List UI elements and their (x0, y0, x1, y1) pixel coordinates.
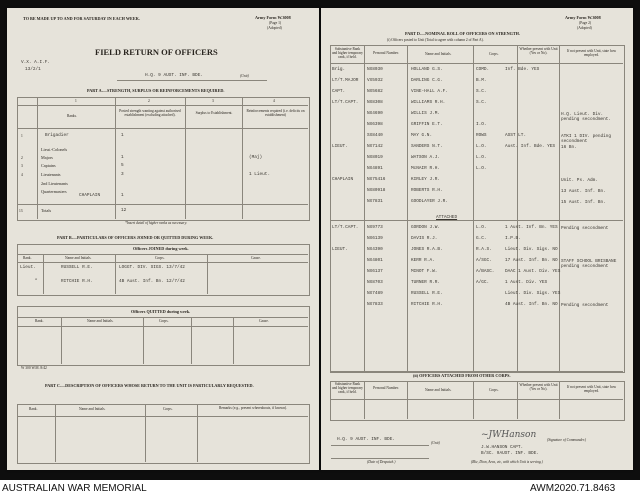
cell-num: NX8030 (367, 67, 383, 72)
part-d2-title: (ii) OFFICERS ATTACHED FROM OTHER CORPS. (413, 373, 511, 378)
cell-note: Unit. Ps. Adm. (561, 178, 598, 183)
army-form-label: Army Form W.3008 (255, 15, 291, 20)
cell-name: McNAIR R.H. (411, 166, 440, 171)
cell-name: GORDON J.W. (411, 225, 440, 230)
form-title: FIELD RETURN OF OFFICERS (95, 47, 218, 57)
footer-accession: AWM2020.71.8463 (530, 483, 616, 494)
cell-present: Lieut. Div. Sigs. NO (505, 247, 558, 252)
part-a-title: PART A.—STRENGTH, SURPLUS OR REINFORCEMENTS REQUIRED. (87, 88, 225, 93)
col-number-2: 2 (148, 99, 150, 103)
cell-note: ATKI 1 DIV. pending secondment (561, 134, 612, 145)
cell-present: I.P.B. (505, 236, 521, 241)
cell-corps: L.O. (476, 166, 487, 171)
cell-note: H.Q. Lieut. Div. pending secondment. (561, 112, 612, 123)
part-b-title: PART B.—PARTICULARS OF OFFICERS JOINED OR QUITTED DURING WEEK. (57, 235, 214, 240)
cell-name: WILLIAMS R.H. (411, 100, 446, 105)
footer-institution: AUSTRALIAN WAR MEMORIAL (2, 483, 147, 494)
cell-num: NX4390 (367, 247, 383, 252)
cell-corps: L.O. (476, 144, 487, 149)
cell-present: 1 Aust. Div. YES (505, 280, 548, 285)
cell-present: ASST LT. (505, 133, 527, 138)
cell-present: DAAC 1 Aust. Div. YES (505, 269, 561, 274)
cell-rank: LIEUT. (332, 144, 348, 149)
col-posted-header: Posted strength wanting against authorised establishment (excluding attached). (119, 109, 181, 118)
cell-note: 16 Bn. (561, 145, 577, 150)
cell-corps: B.M. (476, 78, 487, 83)
cell-num: NX8308 (367, 100, 383, 105)
cell-num: NX6137 (367, 269, 383, 274)
cell-name: KERR R.A. (411, 258, 435, 263)
cell-note: 15 Aust. Inf. Bn. (561, 200, 606, 205)
col-ranks-header: Ranks. (67, 114, 77, 118)
cell-num: NX5682 (367, 89, 383, 94)
quitted-title: Officers QUITTED during week. (131, 309, 191, 314)
col-surplus-header: Surplus to Establishment. (195, 111, 233, 115)
cell-name: HOLLAND G.S. (411, 67, 443, 72)
attached-label: ATTACHED (436, 215, 458, 220)
unit-code: V.X. A.I.F. (21, 60, 50, 65)
cell-name: VINE-HALL A.F. (411, 89, 448, 94)
cell-present: 17 Aust. Inf. Bn. NO (505, 258, 558, 263)
cell-name: TURNER R.R. (411, 280, 440, 285)
cell-name: GRIFFIN E.T. (411, 122, 443, 127)
cell-num: NX8019 (367, 155, 383, 160)
insert-note: *Insert detail of higher ranks as necessary. (125, 221, 187, 225)
unit-code-2: 13/2/1 (25, 67, 41, 72)
cell-name: DAVIS R.J. (411, 236, 438, 241)
cell-rank: LT/T.CAPT. (332, 100, 359, 105)
cell-name: MAY G.N. (411, 133, 433, 138)
cell-name: MINOT F.W. (411, 269, 438, 274)
cell-num: SX8440 (367, 133, 383, 138)
form-page-1: TO BE MADE UP TO AND FOR SATURDAY IN EACH WEEK. Army Form W.3008 (Page 1) (Adopted) V.X. A.I.F. 13/2/1 FIELD RETURN OF OFFICERS H.Q. 9 AUST. INF. BDE. (Unit) PART A.—STRENGTH, SURPLUS OR REINFORCEMENTS REQUIRED. 1 2 3 4 Ranks. Posted strength wanting against authorised establishment (excluding attached). Surplus to Establishment. Reinforcements required (i.e. deficits on establishment) 1 Brigadier 1 Lieut.-Colonels 2 Majors 1 (Maj) 3 Captains 5 4 Lieutenants 3 1 Lieut. 2nd Lieutenants Quartermasters CHAPLAIN 1 13 Totals 12 *Insert detail of higher ranks as necessary. PART B.—PARTICULARS OF OFFICERS JOINED OR QUITTED DURING WEEK. Officers JOINED during week. Rank. Name and Initials. Corps. Cause. Lieut. RUSSELL R.E. LOGGT. DIV. SIGS. 13/7/42 " RITCHIE R.H. 4B Aust. Inf. Bn. 12/7/42 Officers QUITTED during week. Rank. Name and Initials. Corps. Cause. W 300 W.M. 8/42 PART C.—DESCRIPTION OF OFFICERS WHOSE RETURN TO THE UNIT IS PARTICULARLY REQUESTED. Rank. Name and Initials. Corps. Remarks (e.g., present whereabouts, if known). (7, 8, 319, 470)
cell-rank: Brig. (332, 67, 346, 72)
cell-present: 1 Aust. Inf. Bn. YES (505, 225, 558, 230)
col-number-3: 3 (212, 99, 214, 103)
cell-name: RITCHIE R.H. (411, 302, 443, 307)
cell-num: NX80918 (367, 188, 386, 193)
page-number: (Page 1) (269, 21, 282, 25)
date-label: (Date of Despatch.) (367, 460, 396, 464)
cell-num: NX9773 (367, 225, 383, 230)
cell-name: KIRLEY J.R. (411, 177, 440, 182)
form-page-2: Army Form W.3008 (Page 2) (Adopted) PART D.—NOMINAL ROLL OF OFFICERS ON STRENGTH. (i) Officers posted to Unit (Total to agree with column 2 of Part A). Substantive Rank and higher temporary rank, if held. Personal Number. Name and Initials. Corps. Whether present with Unit (Yes or No). If not present with Unit, state how employed. Brig. NX8030 HOLLAND G.S. COMD. Inf. Bde. YES LT/T.MAJOR VX5932 DARLING C.G. B.M. CAPT. NX5682 VINE-HALL A.F. S.C. LT/T.CAPT. NX8308 WILLIAMS R.H. S.C. NX4690 WILLIS J.M. H.Q. Lieut. Div. pending secondment. NX6398 GRIFFIN E.T. I.O. SX8440 MAY G.N. ROWS ASST LT. ATKI 1 DIV. pending secondment LIEUT. NX7142 SANDERS N.T. L.O. Aust. Inf. Bde. YES 16 Bn. NX8019 WATSON A.J. L.O. NX4891 McNAIR R.H. L.O. CHAPLAIN NX75416 KIRLEY J.R. Unit. Ps. Adm. NX80918 ROBERTS R.H. 13 Aust. Inf. Bn. NX7831 GOODLAYER J.R. 15 Aust. Inf. Bn. ATTACHED LT/T.CAPT. NX9773 GORDON J.W. L.O. 1 Aust. Inf. Bn. YES Pending secondment NX6139 DAVIS R.J. G.C. I.P.B. LIEUT. NX4390 JONES R.A.B. R.A.S. Lieut. Div. Sigs. NO NX4801 KERR R.A. A/SGC. 17 Aust. Inf. Bn. NO STAFF SCHOOL BRISBANE pending secondment NX6137 MINOT F.W. A/BASC. DAAC 1 Aust. Div. YES NX8703 TURNER R.R. A/GC. 1 Aust. Div. YES NX7489 RUSSELL R.E. Lieut. Div. Sigs. YES NX7833 RITCHIE R.H. 4B Aust. Inf. Bn. NO Pending secondment (ii) OFFICERS ATTACHED FROM OTHER CORPS. Substantive Rank and higher temporary rank, if held. Personal Number. Name and Initials. Corps. Whether present with Unit (Yes or No). If not present with Unit, state how employed. H.Q. 9 AUST. INF. BDE. (Unit) ~JWHanson (Signature of Commander.) J.W.HANSON CAPT. B/SC. 9AUST. INF. BDE. (Date of Despatch.) (Rke, Dion, Area, etc, with which Unit is serving.) (321, 8, 633, 470)
cell-corps: COMD. (476, 67, 490, 72)
cell-present: 4B Aust. Inf. Bn. NO (505, 302, 558, 307)
cell-name: DARLING C.G. (411, 78, 443, 83)
cell-corps: I.O. (476, 122, 487, 127)
cell-rank: LT/T.CAPT. (332, 225, 359, 230)
signatory-name: J.W.HANSON CAPT. (481, 445, 524, 450)
cell-corps: L.O. (476, 225, 487, 230)
unit-label: (Unit) (240, 74, 249, 78)
signatory-unit: B/SC. 9AUST. INF. BDE. (481, 451, 539, 456)
adopted-label: (Adopted) (267, 26, 282, 30)
top-note: TO BE MADE UP TO AND FOR SATURDAY IN EACH WEEK. (23, 16, 140, 21)
cell-corps: A/BASC. (476, 269, 495, 274)
cell-name: GOODLAYER J.R. (411, 199, 448, 204)
cell-rank: LT/T.MAJOR (332, 78, 359, 83)
joined-title: Officers JOINED during week. (133, 246, 189, 251)
part-d-title: PART D.—NOMINAL ROLL OF OFFICERS ON STRENGTH. (405, 31, 520, 36)
cell-corps: S.C. (476, 89, 487, 94)
signature-label: (Signature of Commander.) (547, 438, 587, 442)
cell-name: WATSON A.J. (411, 155, 440, 160)
part-d-subtitle: (i) Officers posted to Unit (Total to agree with column 2 of Part A). (387, 38, 484, 42)
cell-note: Pending secondment (561, 226, 609, 231)
cell-corps: R.A.S. (476, 247, 492, 252)
unit-footer: H.Q. 9 AUST. INF. BDE. (337, 437, 395, 442)
cell-present: Lieut. Div. Sigs. YES (505, 291, 561, 296)
cell-name: JONES R.A.B. (411, 247, 443, 252)
cell-num: NX7489 (367, 291, 383, 296)
cell-rank: LIEUT. (332, 247, 348, 252)
cell-num: VX5932 (367, 78, 383, 83)
attached-divider (330, 220, 623, 221)
cell-corps: S.C. (476, 100, 487, 105)
cell-corps: L.O. (476, 155, 487, 160)
cell-name: ROBERTS R.H. (411, 188, 443, 193)
footer-bar (0, 480, 640, 497)
col-number-4: 4 (273, 99, 275, 103)
cell-corps: A/SGC. (476, 258, 492, 263)
cell-corps: ROWS (476, 133, 487, 138)
cell-num: NX4891 (367, 166, 383, 171)
army-form-label-2: Army Form W.3008 (565, 15, 601, 20)
cell-num: NX75416 (367, 177, 386, 182)
cell-rank: CHAPLAIN (332, 177, 354, 182)
cell-num: NX6139 (367, 236, 383, 241)
cell-num: NX4690 (367, 111, 383, 116)
cell-present: Aust. Inf. Bde. YES (505, 144, 556, 149)
cell-corps: G.C. (476, 236, 487, 241)
unit-line: H.Q. 9 AUST. INF. BDE. (145, 73, 203, 78)
cell-note: 13 Aust. Inf. Bn. (561, 189, 606, 194)
col-reinf-header: Reinforcements required (i.e. deficits on establishment) (246, 109, 305, 118)
unit-underline (117, 80, 267, 81)
rank-area-label: (Rke, Dion, Area, etc, with which Unit is serving.) (471, 460, 543, 464)
part-c-table (17, 404, 310, 464)
cell-num: NX8703 (367, 280, 383, 285)
cell-num: NX7142 (367, 144, 383, 149)
commander-signature: ~JWHanson (481, 430, 537, 440)
part-c-title: PART C.—DESCRIPTION OF OFFICERS WHOSE RETURN TO THE UNIT IS PARTICULARLY REQUESTED. (45, 383, 254, 388)
cell-num: NX6398 (367, 122, 383, 127)
col-number-1: 1 (75, 99, 77, 103)
cell-name: RUSSELL R.E. (411, 291, 443, 296)
cell-num: NX7833 (367, 302, 383, 307)
cell-name: SANDERS N.T. (411, 144, 443, 149)
cell-name: WILLIS J.M. (411, 111, 440, 116)
cell-note: Pending secondment (561, 303, 609, 308)
cell-num: NX7831 (367, 199, 383, 204)
cell-note: STAFF SCHOOL BRISBANE pending secondment (561, 259, 617, 270)
cell-num: NX4801 (367, 258, 383, 263)
cell-rank: CAPT. (332, 89, 346, 94)
cell-present: Inf. Bde. YES (505, 67, 540, 72)
form-code: W 300 W.M. 8/42 (21, 366, 47, 370)
cell-corps: A/GC. (476, 280, 490, 285)
